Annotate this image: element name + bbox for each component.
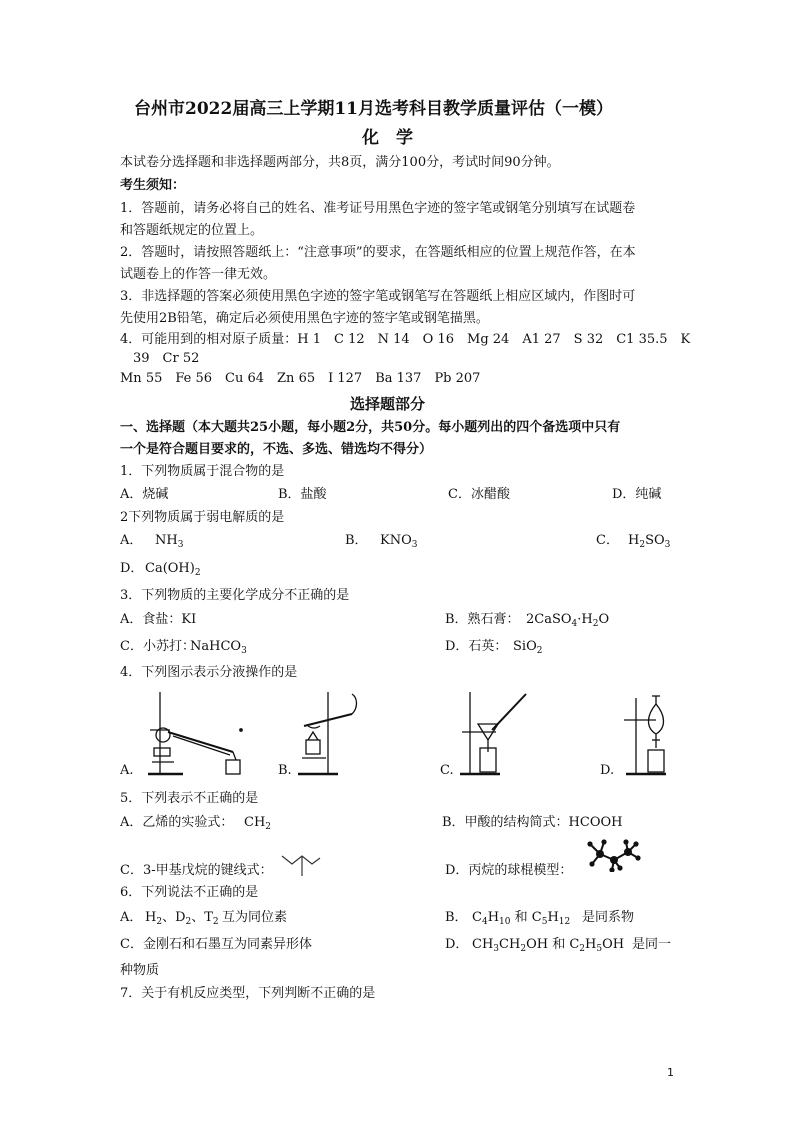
q3-formula-d: SiO$_2$	[513, 639, 543, 656]
notice-line-4: 试题卷上的作答一律无效。	[120, 267, 277, 282]
notice-line-6: 先使用2B铅笔，确定后必须使用黑色字迹的签字笔或钢笔描黑。	[120, 311, 489, 326]
q6-stem: 6．下列说法不正确的是	[120, 885, 259, 900]
notice-line-9: Mn 55 Fe 56 Cu 64 Zn 65 I 127 Ba 137 Pb 207	[120, 371, 481, 386]
q5-stem: 5．下列表示不正确的是	[120, 791, 259, 806]
q2-option-c: C．	[596, 533, 619, 548]
q2-formula-d: $Ca(OH)_2$	[145, 561, 201, 578]
notice-line-8: 39 Cr 52	[120, 351, 200, 366]
ball-and-stick-model-figure	[582, 838, 642, 872]
q7-stem: 7．关于有机反应类型，下列判断不正确的是	[120, 986, 376, 1001]
q6-option-b: B．	[445, 910, 468, 925]
page-number: 1	[667, 1066, 674, 1079]
exam-title: 台州市2022届高三上学期11月选考科目教学质量评估（一模）	[134, 99, 613, 119]
q5-option-d: D．丙烷的球棍模型：	[445, 863, 573, 878]
q3-formula-c: NaHCO$_3$	[190, 639, 247, 656]
q2-option-a: A．	[120, 533, 143, 548]
q1-option-c: C．冰醋酸	[448, 487, 510, 502]
notice-heading: 考生须知：	[120, 178, 186, 193]
q3-option-c: C．小苏打：	[120, 639, 195, 654]
q6-formula-b: $C_4H_{10}$ 和 $C_5H_{12}$	[472, 910, 571, 927]
q1-option-d: D．纯碱	[612, 487, 662, 502]
section-instruction-1: 一、选择题（本大题共25小题，每小题2分，共50分。每小题列出的四个备选项中只有	[120, 420, 621, 435]
filtration-apparatus-figure	[452, 690, 530, 778]
q6-option-d: D．	[445, 937, 469, 952]
q2-formula-c: $H_2SO_3$	[628, 533, 671, 550]
q6-text-a: 互为同位素	[222, 910, 288, 925]
section-title: 选择题部分	[350, 395, 426, 413]
q2-formula-a: $NH_3$	[155, 533, 184, 550]
q3-option-b: B．熟石膏：	[445, 612, 520, 627]
evaporation-apparatus-figure	[296, 690, 366, 776]
q2-stem: 2下列物质属于弱电解质的是	[120, 510, 285, 525]
q2-formula-b: $KNO_3$	[380, 533, 418, 550]
q4-option-b: B.	[278, 763, 292, 778]
q6-text-d: 是同一	[632, 937, 672, 952]
q1-option-b: B．盐酸	[278, 487, 327, 502]
section-instruction-2: 一个是符合题目要求的，不选、多选、错选均不得分）	[120, 442, 433, 457]
q2-option-b: B．	[345, 533, 368, 548]
subject-title: 化 学	[362, 128, 413, 148]
notice-line-2: 和答题纸规定的位置上。	[120, 223, 264, 238]
notice-line-1: 1．答题前，请务必将自己的姓名、准考证号用黑色字迹的签字笔或钢笔分别填写在试题卷	[120, 201, 636, 216]
q5-option-b: B．甲酸的结构简式：HCOOH	[442, 815, 623, 830]
intro-text: 本试卷分选择题和非选择题两部分，共8页，满分100分，考试时间90分钟。	[120, 155, 560, 170]
q6-text-b: 是同系物	[582, 910, 635, 925]
q6-option-a: A．	[120, 910, 143, 925]
q1-option-a: A．烧碱	[120, 487, 169, 502]
q3-stem: 3．下列物质的主要化学成分不正确的是	[120, 588, 350, 603]
q3-option-d: D．石英：	[445, 639, 508, 654]
q3-formula-b: $2CaSO_4\cdot H_2O$	[526, 612, 610, 629]
q6-formula-d: $CH_3CH_2OH$ 和 $C_2H_5OH$	[472, 937, 625, 954]
q4-option-c: C.	[440, 763, 454, 778]
distillation-apparatus-figure	[138, 690, 253, 778]
q4-option-d: D.	[600, 763, 615, 778]
q6-formula-a: $H_2$、$D_2$、$T_2$	[145, 910, 219, 927]
notice-line-7: 4．可能用到的相对原子质量：H 1 C 12 N 14 O 16 Mg 24 A1 27 S 32 C1 35.5 K	[120, 332, 691, 347]
q4-option-a: A.	[120, 763, 134, 778]
q6-option-c: C．金刚石和石墨互为同素异形体	[120, 937, 312, 952]
q6-option-d-wrap: 种物质	[120, 963, 160, 978]
notice-line-3: 2．答题时，请按照答题纸上：“注意事项”的要求，在答题纸相应的位置上规范作答，在本	[120, 245, 636, 260]
q5-formula-a: $CH_2$	[244, 815, 272, 832]
q3-option-a: A．食盐：KI	[120, 612, 197, 627]
notice-line-5: 3．非选择题的答案必须使用黑色字迹的签字笔或钢笔写在答题纸上相应区域内，作图时可	[120, 289, 636, 304]
q5-option-c: C．3-甲基戊烷的键线式：	[120, 863, 273, 878]
q2-option-d: D．	[120, 561, 144, 576]
q5-option-a: A．乙烯的实验式：	[120, 815, 234, 830]
q4-stem: 4．下列图示表示分液操作的是	[120, 665, 298, 680]
skeletal-formula-figure	[280, 852, 322, 880]
q1-stem: 1．下列物质属于混合物的是	[120, 464, 285, 479]
separatory-funnel-figure	[616, 690, 686, 778]
